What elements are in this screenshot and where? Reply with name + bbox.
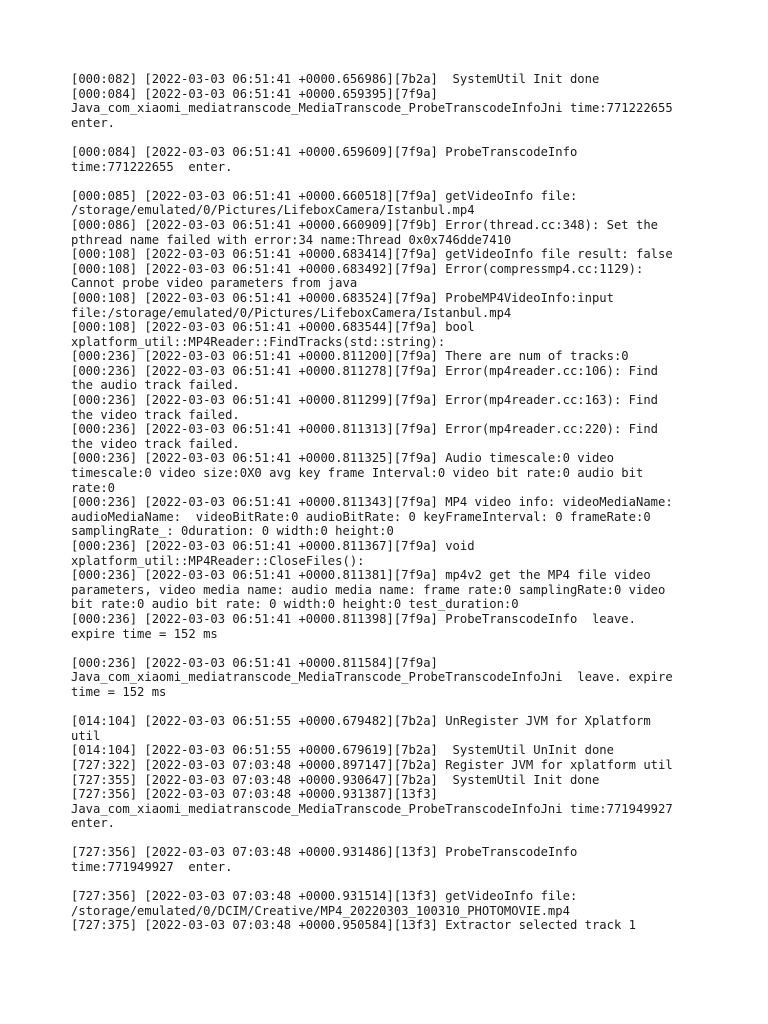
log-entry: [000:236] [2022-03-03 06:51:41 +0000.811325][7f9a] Audio timescale:0 video timescale:0 video size:0X0 avg key frame Interval:0 video bit rate:0 audio bit rate:0 — [71, 451, 644, 495]
blank-line — [71, 875, 711, 890]
log-entry: [000:108] [2022-03-03 06:51:41 +0000.683414][7f9a] getVideoInfo file result: false — [71, 247, 673, 262]
log-entry: [014:104] [2022-03-03 06:51:55 +0000.679619][7b2a] SystemUtil UnInit done — [71, 743, 614, 758]
log-entry: [727:375] [2022-03-03 07:03:48 +0000.950584][13f3] Extractor selected track 1 — [71, 918, 636, 933]
log-entry: [727:356] [2022-03-03 07:03:48 +0000.931514][13f3] getVideoInfo file: /storage/emulated/0/DCIM/Creative/MP4_20220303_100310_PHOTOMOVIE.mp4 — [71, 889, 578, 918]
log-entry: [000:236] [2022-03-03 06:51:41 +0000.811343][7f9a] MP4 video info: videoMediaName: audioMediaName: videoBitRate:0 audioBitRate: 0 keyFrameInterval: 0 frameRate:0 samplingRate_: 0duration: 0 width:0 height:0 — [71, 495, 673, 539]
log-entry: [000:236] [2022-03-03 06:51:41 +0000.811381][7f9a] mp4v2 get the MP4 file video parameters, video media name: audio media name: frame rate:0 samplingRate:0 video bit rate:0 audio bit rate: 0 width:0 height:0 test_duration:0 — [71, 568, 666, 612]
log-entry: [000:084] [2022-03-03 06:51:41 +0000.659609][7f9a] ProbeTranscodeInfo time:771222655 enter. — [71, 144, 578, 174]
log-entry: [000:236] [2022-03-03 06:51:41 +0000.811313][7f9a] Error(mp4reader.cc:220): Find the video track failed. — [71, 422, 658, 451]
log-entry: [000:108] [2022-03-03 06:51:41 +0000.683524][7f9a] ProbeMP4VideoInfo:input file:/storage/emulated/0/Pictures/LifeboxCamera/Istanbul.mp4 — [71, 290, 614, 320]
log-entry: [000:082] [2022-03-03 06:51:41 +0000.656986][7b2a] SystemUtil Init done — [71, 72, 600, 86]
log-entry: [000:236] [2022-03-03 06:51:41 +0000.811278][7f9a] Error(mp4reader.cc:106): Find the audio track failed. — [71, 363, 658, 393]
blank-line — [71, 831, 711, 846]
log-entry: [000:236] [2022-03-03 06:51:41 +0000.811584][7f9a] Java_com_xiaomi_mediatranscode_MediaTranscode_ProbeTranscodeInfoJni leave. expire time = 152 ms — [71, 655, 673, 699]
log-entry: [000:236] [2022-03-03 06:51:41 +0000.811299][7f9a] Error(mp4reader.cc:163): Find the video track failed. — [71, 393, 658, 422]
log-entry: [000:236] [2022-03-03 06:51:41 +0000.811367][7f9a] void xplatform_util::MP4Reader::CloseFiles(): — [71, 539, 475, 568]
log-entry: [014:104] [2022-03-03 06:51:55 +0000.679482][7b2a] UnRegister JVM for Xplatform util — [71, 714, 651, 743]
log-entry: [727:356] [2022-03-03 07:03:48 +0000.931387][13f3] Java_com_xiaomi_mediatranscode_MediaTranscode_ProbeTranscodeInfoJni time:771949927 enter. — [71, 787, 673, 831]
log-entry: [000:236] [2022-03-03 06:51:41 +0000.811200][7f9a] There are num of tracks:0 — [71, 349, 629, 364]
blank-line — [71, 641, 711, 656]
log-entry: [000:108] [2022-03-03 06:51:41 +0000.683492][7f9a] Error(compressmp4.cc:1129): Cannot probe video parameters from java — [71, 261, 644, 291]
log-document — [71, 72, 711, 933]
log-entry: [000:108] [2022-03-03 06:51:41 +0000.683544][7f9a] bool xplatform_util::MP4Reader::FindTracks(std::string): — [71, 320, 475, 349]
log-entry: [727:322] [2022-03-03 07:03:48 +0000.897147][7b2a] Register JVM for xplatform util — [71, 757, 673, 772]
log-entry: [000:085] [2022-03-03 06:51:41 +0000.660518][7f9a] getVideoInfo file: /storage/emulated/0/Pictures/LifeboxCamera/Istanbul.mp4 — [71, 188, 578, 218]
blank-line — [71, 174, 711, 189]
log-entry: [727:355] [2022-03-03 07:03:48 +0000.930647][7b2a] SystemUtil Init done — [71, 772, 600, 787]
log-entry: [000:236] [2022-03-03 06:51:41 +0000.811398][7f9a] ProbeTranscodeInfo leave. expire time = 152 ms — [71, 611, 636, 641]
blank-line — [71, 130, 711, 145]
log-entry: [000:086] [2022-03-03 06:51:41 +0000.660909][7f9b] Error(thread.cc:348): Set the pthread name failed with error:34 name:Thread 0x0x746dde7410 — [71, 217, 658, 247]
log-entry: [000:084] [2022-03-03 06:51:41 +0000.659395][7f9a] Java_com_xiaomi_mediatranscode_MediaTranscode_ProbeTranscodeInfoJni time:771222655 enter. — [71, 86, 673, 130]
blank-line — [71, 700, 711, 715]
log-entry: [727:356] [2022-03-03 07:03:48 +0000.931486][13f3] ProbeTranscodeInfo time:771949927 enter. — [71, 845, 578, 875]
